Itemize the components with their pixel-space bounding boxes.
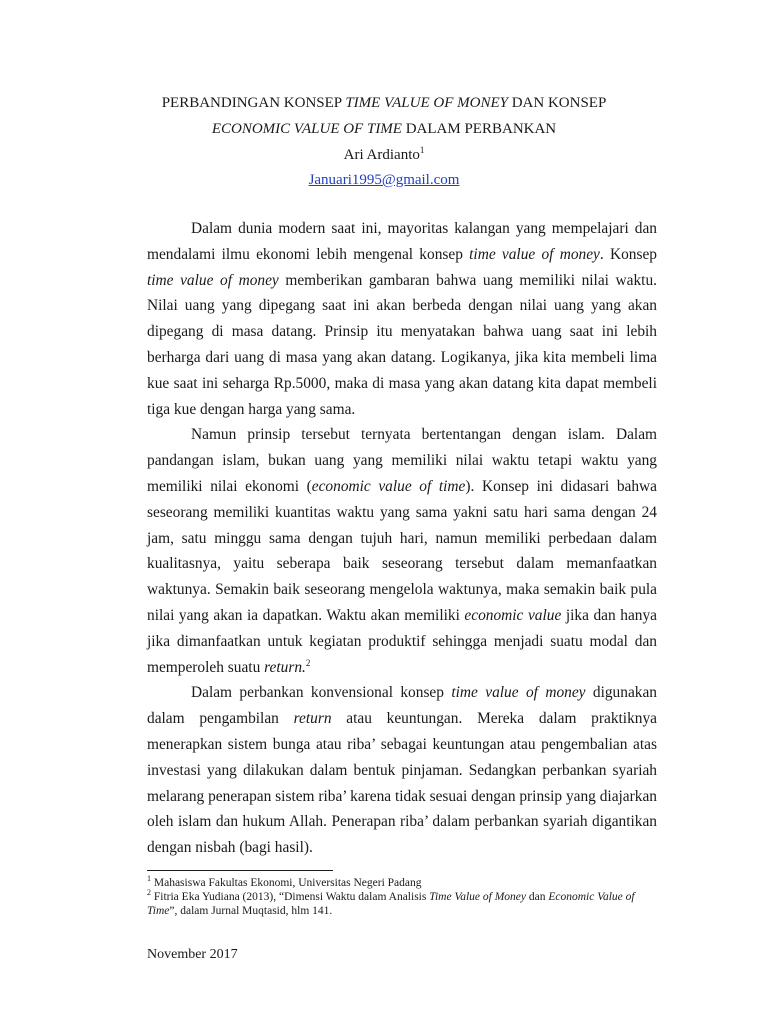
title-text: PERBANDINGAN KONSEP: [161, 95, 346, 111]
date-footer: November 2017: [147, 947, 238, 962]
title-text: DAN KONSEP: [507, 95, 607, 111]
footnote-text: dan: [526, 891, 549, 903]
footnote-text: Fitria Eka Yudiana (2013), “Dimensi Waktu dalam Analisis: [151, 891, 430, 903]
footnote-marker: 2: [147, 888, 151, 898]
author-name: Ari Ardianto: [343, 147, 420, 163]
italic-term: return.: [264, 658, 306, 676]
email-link[interactable]: Januari1995@gmail.com: [308, 172, 460, 188]
footnote-italic: Time Value of Money: [429, 891, 526, 903]
paragraph-text: jika dan hanya jika dimanfaatkan untuk kegiatan produktif sehingga menjadi suatu modal dan memperoleh suatu: [147, 606, 657, 676]
italic-term: time value of money: [451, 684, 586, 702]
paragraph: [147, 680, 657, 861]
email-line: [0, 170, 768, 190]
italic-term: economic value: [464, 606, 562, 624]
footnote-italic: Economic Value of Time: [147, 891, 635, 917]
italic-term: economic value of time: [311, 477, 466, 495]
title-line-1: [0, 93, 768, 113]
footnotes: [147, 876, 662, 918]
title-text: DALAM PERBANKAN: [401, 121, 557, 137]
italic-term: time value of money: [469, 245, 600, 263]
paragraph-text: . Konsep: [599, 245, 657, 263]
paragraph-text: Dalam perbankan konvensional konsep: [191, 684, 452, 702]
footnote-text: ”, dalam Jurnal Muqtasid, hlm 141.: [169, 905, 333, 917]
body-text: [147, 216, 657, 861]
footnote-text: Mahasiswa Fakultas Ekonomi, Universitas Negeri Padang: [151, 877, 422, 889]
footnote-marker: 1: [147, 874, 151, 884]
footnote-2: [147, 890, 662, 918]
paragraph-text: ). Konsep ini didasari bahwa seseorang memiliki kuantitas waktu yang sama yakni satu hari sama dengan 24 jam, satu minggu sama dengan tujuh hari, namun memiliki perbedaan dalam kualitasnya, yaitu seberapa baik seseorang tersebut dalam memanfaatkan waktunya. Semakin baik seseorang mengelola waktunya, maka semakin baik pula nilai yang akan ia dapatkan. Waktu akan memiliki: [147, 477, 657, 624]
italic-term: return: [293, 710, 332, 728]
author-line: [0, 145, 768, 165]
footnote-1: [147, 876, 662, 890]
footnote-ref: 2: [305, 657, 311, 668]
paragraph: [147, 216, 657, 422]
footnote-divider: [147, 870, 333, 871]
title-italic: ECONOMIC VALUE OF TIME: [211, 121, 402, 137]
paragraph-text: atau keuntungan. Mereka dalam praktiknya menerapkan sistem bunga atau riba’ sebagai keuntungan atau pengembalian atas investasi yang dilakukan dalam bentuk pinjaman. Sedangkan perbankan syariah melarang penerapan sistem riba’ karena tidak sesuai dengan prinsip yang diajarkan oleh islam dan hukum Allah. Penerapan riba’ dalam perbankan syariah digantikan dengan nisbah (bagi hasil).: [147, 710, 657, 857]
author-footnote-marker: 1: [419, 145, 425, 155]
title-line-2: [0, 119, 768, 139]
italic-term: time value of money: [147, 271, 279, 289]
paragraph-text: digunakan dalam pengambilan: [147, 684, 657, 728]
paragraph-text: Namun prinsip tersebut ternyata bertentangan dengan islam. Dalam pandangan islam, bukan uang yang memiliki nilai waktu tetapi waktu yang memiliki nilai ekonomi (: [147, 426, 657, 495]
title-italic: TIME VALUE OF MONEY: [345, 95, 508, 111]
paragraph-text: memberikan gambaran bahwa uang memiliki nilai waktu. Nilai uang yang dipegang saat ini akan berbeda dengan nilai uang yang akan dipegang di masa datang. Prinsip itu menyatakan bahwa uang saat ini lebih berharga dari uang di masa yang akan datang. Logikanya, jika kita membeli lima kue saat ini seharga Rp.5000, maka di masa yang akan datang kita dapat membeli tiga kue dengan harga yang sama.: [147, 271, 657, 418]
paragraph: [147, 422, 657, 680]
paragraph-text: Dalam dunia modern saat ini, mayoritas kalangan yang mempelajari dan mendalami ilmu ekonomi lebih mengenal konsep: [147, 220, 657, 263]
